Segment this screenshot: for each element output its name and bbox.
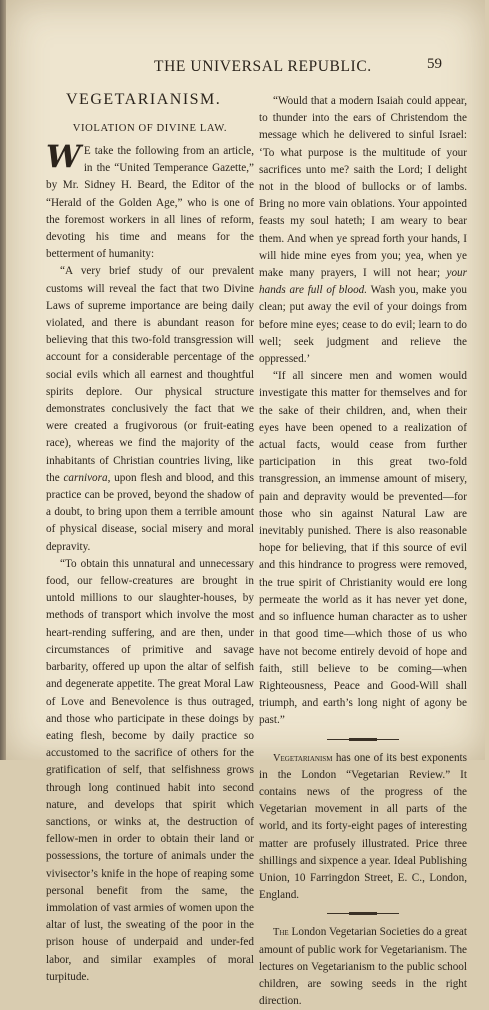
article-subhead: VIOLATION OF DIVINE LAW. — [72, 123, 228, 134]
section-divider — [327, 737, 399, 742]
paragraph-intro — [46, 139, 254, 263]
isaiah-text-a: “Would that a modern Isaiah could appear, to thunder into the ears of Christendom the message which he delivered to sinful Israel: ‘To what purpose is the multitude of your sacrifices unto me? saith the Lord; I delight not in the blood of bullocks or of lambs. Bring no more vain oblations. Your appointed feasts my soul hateth; I am weary to bear them. And when ye spread forth your hands, I will hide mine eyes from you; yea, when ye make many prayers, I will not hear; — [259, 95, 467, 280]
section-title: VEGETARIANISM. — [66, 91, 222, 108]
paragraph-isaiah — [259, 93, 467, 368]
notice-vegetarian-review — [259, 750, 467, 905]
quote-1-emphasis: carnivora — [63, 471, 108, 484]
drop-cap: W — [46, 139, 81, 175]
running-title: THE UNIVERSAL REPUBLIC. — [154, 58, 372, 75]
paragraph-quote-2: “To obtain this unnatural and unnecessary food, our fellow-creatures are brought in untold millions to our slaughter-houses, by methods of transport which involve the most heart-rending suffering, and are then, under circumstances of primitive and savage barbarity, offered up upon the altar of selfish and degenerate appetite. The great Moral Law of Love and Benevolence is thus outraged, and those who participate in these doings by eating flesh, become by daily practice so accustomed to the sacrifice of others for the gratification of self, that selfishness grows through long continued habit into second nature, and develops that spirit which sanctions, or winks at, the destruction of fellow-men in order to obtain their land or possessions, the torture of animals under the vivisector’s knife in the hope of reaping some personal benefit from the same, the immolation of vast armies of women upon the altar of lust, the sweating of the poor in the prison house of underpaid and under-fed labor, and similar examples of moral turpitude. — [46, 557, 254, 983]
quote-1-text-a: “A very brief study of our prevalent customs will reveal the fact that two Divine Laws of supreme importance are being daily violated, and there is abundant reason for believing that this two-fold transgression will account for a considerable percentage of the social evils which all earnest and thoughtful spirits deplore. Our physical structure demonstrates conclusively the fact that we were created a frugivorous (or fruit-eating race), whereas we find the majority of the inhabitants of Christian countries living, like the — [46, 265, 254, 484]
notice-1-text: has one of its best exponents in the London “Vegetarian Review.” It contains news of the progress of the Vegetarian movement in all parts of the world, and its forty-eight pages of interesting matter are profusely illustrated. Price three shillings and sixpence a year. Ideal Publishing Union, 10 Farringdon Street, E. C., London, England. — [259, 751, 467, 902]
intro-text: E take the following from an article, in the “United Temperance Gazette,” by Mr. Sidney H. Beard, the Editor of the “Herald of the Golden Age,” who is one of the foremost workers in all lines of reform, devoting his time and means for the betterment of humanity: — [46, 145, 254, 261]
section-divider-2 — [327, 911, 399, 916]
left-column — [46, 90, 254, 986]
notice-1-lead: Vegetarianism — [273, 752, 333, 764]
notice-london-societies — [259, 924, 467, 1010]
paragraph-investigate: “If all sincere men and women would investigate this matter for themselves and for the sake of their children, and, when their eyes have been opened to a realization of actual facts, would cease from further participation in this great two-fold transgression, an immense amount of misery, pain and depravity would be prevented—for those who sin against Natural Law are inevitably punished. There is also reasonable hope for believing, that if this source of evil and this hindrance to progress were removed, the true spirit of Christianity would ere long permeate the world as it has never yet done, and so influence human character as to usher in that good time—which those of us who have not become entirely devoid of hope and faith, still believe to be coming—when Righteousness, Peace and Good-Will shall triumph, and earth’s long night of agony be past.” — [259, 370, 467, 727]
notice-2-text: London Vegetarian Societies do a great amount of public work for Vegetarianism. The lectures on Vegetarianism to the public school children, are sowing seeds in the right direction. — [259, 926, 467, 1008]
paragraph-quote-1 — [46, 263, 254, 555]
isaiah-text-b: Wash you, make you clean; put away the evil of your doings from before mine eyes; cease to do evil; learn to do well; seek judgment and relieve the oppressed.’ — [259, 284, 467, 366]
page-number: 59 — [427, 56, 442, 72]
isaiah-emphasis: your hands are full of blood. — [259, 267, 467, 297]
right-column — [259, 93, 467, 1010]
book-page — [6, 0, 485, 1008]
notice-2-lead: The — [273, 927, 289, 939]
quote-1-text-b: , upon flesh and blood, and this practice can be proved, beyond the shadow of a doubt, to bring upon them a terrible amount of physical disease, social misery and moral depravity. — [46, 471, 255, 553]
